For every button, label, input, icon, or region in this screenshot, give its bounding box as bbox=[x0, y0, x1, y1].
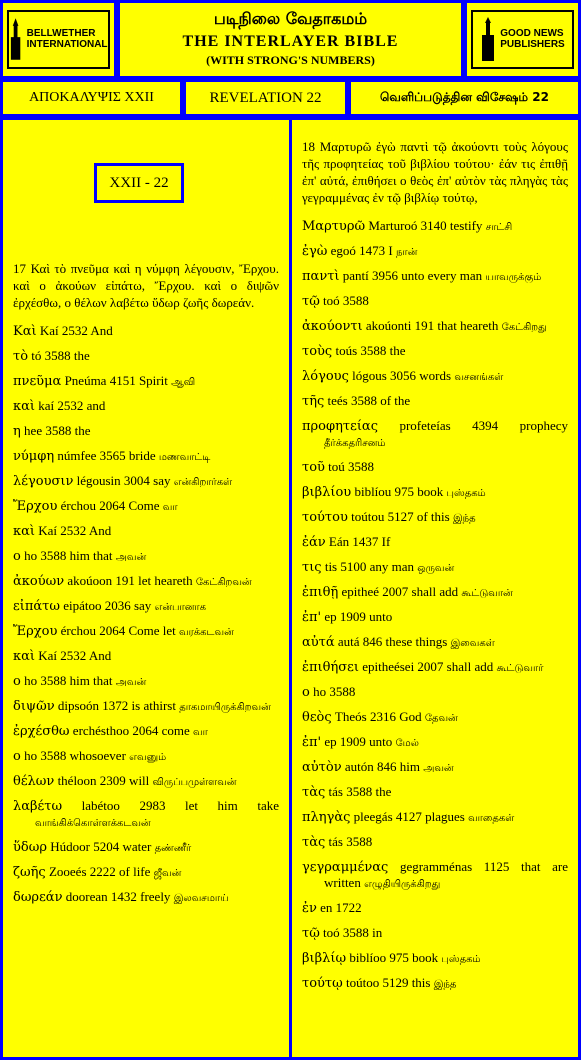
title-block bbox=[117, 0, 464, 79]
word-entry bbox=[13, 773, 279, 790]
greek-word: ἐρχέσθω bbox=[13, 724, 70, 739]
tamil-gloss: இந்த bbox=[452, 513, 476, 524]
greek-word: ὕδωρ bbox=[13, 840, 47, 855]
gloss-text: en 1722 bbox=[320, 900, 362, 915]
greek-word: ο bbox=[13, 749, 21, 764]
greek-word: τῷ bbox=[302, 294, 320, 309]
tamil-gloss: வரக்கடவன் bbox=[179, 627, 234, 638]
greek-book-label: ΑΠΟΚΑΛΥΨΙΣ XXII bbox=[0, 79, 183, 117]
gloss-text: pleegás 4127 plagues bbox=[353, 809, 465, 824]
word-entry bbox=[302, 975, 568, 992]
greek-word: ο bbox=[13, 674, 21, 689]
word-entry bbox=[302, 784, 568, 801]
gloss-text: biblíou 975 book bbox=[354, 484, 444, 499]
verse-18-text: 18 Μαρτυρῶ ἐγὼ παντὶ τῷ ἀκούοντι τοὺς λόγους τῆς προφητείας τοῦ βιβλίου τούτου· ἐάν τις ἐπιθῇ ἐπ' αὐτά, ἐπιθήσει ο θεὸς ἐπ' αὐτὸν τὰς πληγὰς τὰς γεγραμμένας ἐν τῷ βιβλίῳ τούτῳ, bbox=[302, 139, 568, 205]
greek-word: ἐπιθῇ bbox=[302, 585, 339, 600]
tamil-gloss: வாதைகள் bbox=[468, 813, 515, 824]
gloss-text: ho 3588 him that bbox=[24, 548, 113, 563]
word-entry bbox=[13, 523, 279, 540]
gloss-text: théloon 2309 will bbox=[57, 773, 150, 788]
word-entry bbox=[302, 834, 568, 851]
word-entry bbox=[13, 398, 279, 415]
word-entry bbox=[302, 950, 568, 967]
gloss-text: ep 1909 unto bbox=[324, 734, 393, 749]
greek-word: τῷ bbox=[302, 926, 320, 941]
greek-word: θέλων bbox=[13, 774, 55, 789]
word-entry bbox=[13, 498, 279, 515]
greek-word: πνεῦμα bbox=[13, 374, 62, 389]
word-entry bbox=[302, 243, 568, 260]
word-entry bbox=[302, 759, 568, 776]
tamil-gloss: எழுதியிருக்கிறது bbox=[364, 879, 441, 890]
greek-word: αὐτά bbox=[302, 635, 335, 650]
word-entry bbox=[13, 423, 279, 440]
greek-word: βιβλίῳ bbox=[302, 951, 347, 966]
tamil-gloss: புஸ்தகம் bbox=[441, 954, 481, 965]
greek-word: νύμφη bbox=[13, 449, 55, 464]
greek-word: θεὸς bbox=[302, 710, 332, 725]
gloss-text: labétoo 2983 let him take bbox=[81, 798, 279, 813]
good-news-logo bbox=[464, 0, 581, 79]
greek-word: τῆς bbox=[302, 394, 325, 409]
tamil-gloss: தேவன் bbox=[424, 713, 458, 724]
tamil-gloss: எவனும் bbox=[129, 752, 167, 763]
gloss-text: lógous 3056 words bbox=[352, 368, 452, 383]
gloss-text: toútou 5127 of this bbox=[351, 509, 450, 524]
word-entry bbox=[13, 673, 279, 690]
greek-word: ἐπ' bbox=[302, 610, 322, 625]
word-entry bbox=[302, 534, 568, 551]
gloss-text: Zooeés 2222 of life bbox=[48, 864, 151, 879]
word-entry bbox=[13, 748, 279, 765]
greek-word: γεγραμμένας bbox=[302, 860, 389, 875]
gloss-text: akoúoon 191 let heareth bbox=[67, 573, 193, 588]
greek-word: τὸ bbox=[13, 349, 29, 364]
tower-icon bbox=[9, 17, 22, 61]
gloss-text: Eán 1437 If bbox=[328, 534, 391, 549]
word-entry bbox=[302, 268, 568, 285]
greek-word: Ἔρχου bbox=[13, 624, 58, 639]
word-entry bbox=[302, 809, 568, 826]
gloss-text: tó 3588 the bbox=[31, 348, 90, 363]
greek-word: τοὺς bbox=[302, 344, 333, 359]
greek-word: ἀκούων bbox=[13, 574, 65, 589]
greek-word: τὰς bbox=[302, 785, 326, 800]
greek-word: τοῦ bbox=[302, 460, 325, 475]
tamil-gloss: கேட்கிறது bbox=[501, 322, 547, 333]
gloss-text: Kaí 2532 And bbox=[39, 323, 113, 338]
greek-word: Ἔρχου bbox=[13, 499, 58, 514]
gloss-text: dipsoón 1372 is athirst bbox=[57, 698, 176, 713]
word-entry bbox=[302, 925, 568, 942]
gloss-text: toó 3588 in bbox=[323, 925, 383, 940]
word-entry bbox=[302, 609, 568, 626]
greek-word: λαβέτω bbox=[13, 799, 63, 814]
gloss-text: eipátoo 2036 say bbox=[63, 598, 152, 613]
word-entry bbox=[302, 659, 568, 676]
tamil-gloss: மேல் bbox=[395, 738, 419, 749]
right-column bbox=[289, 117, 581, 1060]
tamil-gloss: அவன் bbox=[423, 763, 454, 774]
left-column bbox=[0, 117, 292, 1060]
greek-word: προφητείας bbox=[302, 419, 378, 434]
tamil-gloss: தாகமாயிருக்கிறவன் bbox=[179, 702, 271, 713]
greek-word: ἐπιθήσει bbox=[302, 660, 359, 675]
word-entry bbox=[13, 598, 279, 615]
gloss-text: érchou 2064 Come let bbox=[60, 623, 176, 638]
title-main: THE INTERLAYER BIBLE bbox=[182, 33, 399, 50]
word-entry bbox=[13, 348, 279, 365]
greek-word: Μαρτυρῶ bbox=[302, 219, 366, 234]
word-entry bbox=[13, 548, 279, 565]
gloss-text: biblíoo 975 book bbox=[349, 950, 439, 965]
greek-word: τὰς bbox=[302, 835, 326, 850]
gloss-text: toó 3588 bbox=[323, 293, 369, 308]
word-entry bbox=[302, 318, 568, 335]
gloss-text: toú 3588 bbox=[328, 459, 375, 474]
word-entry bbox=[302, 418, 568, 451]
tamil-gloss: நான் bbox=[395, 247, 418, 258]
gloss-text: gegramménas 1125 that are written bbox=[324, 859, 568, 890]
gloss-text: teés 3588 of the bbox=[327, 393, 411, 408]
gloss-text: Pneúma 4151 Spirit bbox=[64, 373, 168, 388]
gloss-text: númfee 3565 bride bbox=[57, 448, 156, 463]
greek-word: ο bbox=[302, 685, 310, 700]
gloss-text: tis 5100 any man bbox=[324, 559, 415, 574]
word-entry bbox=[302, 509, 568, 526]
greek-word: τις bbox=[302, 560, 322, 575]
verse-17-text: 17 Καὶ τὸ πνεῦμα καὶ η νύμφη λέγουσιν, Ἔρχου. καὶ ο ἀκούων εἰπάτω, Ἔρχου. καὶ ο διψῶν ἐρχέσθω, ο θέλων λαβέτω ὕδωρ ζωῆς δωρεάν. bbox=[13, 261, 279, 310]
tamil-gloss: மணவாட்டி bbox=[158, 452, 211, 463]
greek-word: βιβλίου bbox=[302, 485, 352, 500]
gloss-text: doorean 1432 freely bbox=[65, 889, 171, 904]
greek-word: ἐν bbox=[302, 901, 317, 916]
tamil-gloss: என்கிறார்கள் bbox=[173, 477, 233, 488]
tamil-gloss: கூட்டுவார் bbox=[496, 663, 544, 674]
gloss-text: ho 3588 whosoever bbox=[24, 748, 126, 763]
tamil-gloss: யாவருக்கும் bbox=[485, 272, 542, 283]
tamil-gloss: ஆவி bbox=[171, 377, 196, 388]
gloss-text: ho 3588 bbox=[313, 684, 356, 699]
greek-word: αὐτὸν bbox=[302, 760, 342, 775]
bellwether-logo bbox=[0, 0, 117, 79]
tamil-gloss: இந்த bbox=[433, 979, 457, 990]
word-entry bbox=[302, 459, 568, 476]
word-entry bbox=[13, 448, 279, 465]
tower-icon bbox=[480, 17, 496, 61]
greek-word: παντὶ bbox=[302, 269, 340, 284]
greek-word: Καὶ bbox=[13, 324, 37, 339]
word-entry bbox=[13, 889, 279, 906]
word-entry bbox=[13, 623, 279, 640]
gloss-text: erchésthoo 2064 come bbox=[72, 723, 190, 738]
gloss-text: toús 3588 the bbox=[335, 343, 406, 358]
greek-word: ἐγὼ bbox=[302, 244, 328, 259]
word-entry bbox=[302, 368, 568, 385]
gloss-text: Kaí 2532 And bbox=[38, 648, 112, 663]
gloss-text: Marturoó 3140 testify bbox=[368, 218, 483, 233]
tamil-gloss: வசனங்கள் bbox=[454, 372, 504, 383]
greek-word: τούτῳ bbox=[302, 976, 343, 991]
tamil-gloss: கேட்கிறவன் bbox=[195, 577, 252, 588]
word-entry bbox=[302, 218, 568, 235]
greek-word: τούτου bbox=[302, 510, 348, 525]
greek-word: ἐπ' bbox=[302, 735, 322, 750]
bellwether-logo-text: BELLWETHER INTERNATIONAL bbox=[26, 28, 108, 51]
gloss-text: ep 1909 unto bbox=[324, 609, 393, 624]
gloss-text: egoó 1473 I bbox=[330, 243, 393, 258]
greek-word: δωρεάν bbox=[13, 890, 63, 905]
word-entry bbox=[302, 684, 568, 701]
gloss-text: Theós 2316 God bbox=[334, 709, 422, 724]
word-entry bbox=[302, 859, 568, 892]
gloss-text: epitheései 2007 shall add bbox=[362, 659, 494, 674]
gloss-text: akoúonti 191 that heareth bbox=[365, 318, 499, 333]
word-entry bbox=[13, 839, 279, 856]
tamil-gloss: இலவசமாய் bbox=[173, 893, 229, 904]
greek-word: ζωῆς bbox=[13, 865, 46, 880]
word-entry bbox=[302, 559, 568, 576]
word-entry bbox=[13, 723, 279, 740]
tamil-gloss: தண்ணீர் bbox=[154, 843, 192, 854]
gloss-text: Húdoor 5204 water bbox=[50, 839, 152, 854]
word-entry bbox=[13, 473, 279, 490]
tamil-gloss: அவன் bbox=[115, 677, 147, 688]
gloss-text: légousin 3004 say bbox=[76, 473, 171, 488]
greek-word: πληγὰς bbox=[302, 810, 351, 825]
tamil-gloss: என்பானாக bbox=[154, 602, 207, 613]
gloss-text: érchou 2064 Come bbox=[60, 498, 160, 513]
word-entry bbox=[302, 584, 568, 601]
word-entry bbox=[13, 373, 279, 390]
title-tamil: படிநிலை வேதாகமம் bbox=[213, 9, 368, 28]
tamil-gloss: இவைகள் bbox=[450, 638, 495, 649]
gloss-text: autón 846 him bbox=[344, 759, 420, 774]
greek-word: η bbox=[13, 424, 21, 439]
tamil-book-label: வெளிப்படுத்தின விசேஷம் 22 bbox=[348, 79, 581, 117]
greek-word: διψῶν bbox=[13, 699, 55, 714]
right-word-list bbox=[302, 218, 568, 992]
greek-word: καὶ bbox=[13, 524, 36, 539]
word-entry bbox=[13, 864, 279, 881]
greek-word: ο bbox=[13, 549, 21, 564]
gloss-text: epitheé 2007 shall add bbox=[341, 584, 459, 599]
word-entry bbox=[13, 648, 279, 665]
gloss-text: toútoo 5129 this bbox=[345, 975, 431, 990]
gloss-text: tás 3588 the bbox=[328, 784, 392, 799]
tamil-gloss: தீர்க்கதரிசனம் bbox=[324, 438, 386, 449]
greek-word: καὶ bbox=[13, 399, 36, 414]
greek-word: καὶ bbox=[13, 649, 36, 664]
gloss-text: pantí 3956 unto every man bbox=[342, 268, 483, 283]
tamil-gloss: புஸ்தகம் bbox=[446, 488, 486, 499]
tamil-gloss: கூட்டுவான் bbox=[461, 588, 513, 599]
tamil-gloss: ஜீவன் bbox=[153, 868, 182, 879]
greek-word: ἀκούοντι bbox=[302, 319, 363, 334]
greek-word: ἐάν bbox=[302, 535, 326, 550]
gloss-text: Kaí 2532 And bbox=[38, 523, 112, 538]
tamil-gloss: ஒருவன் bbox=[417, 563, 455, 574]
tamil-gloss: விருப்பமுள்ளவன் bbox=[152, 777, 237, 788]
word-entry bbox=[302, 634, 568, 651]
gloss-text: profeteías 4394 prophecy bbox=[399, 418, 569, 433]
greek-word: λέγουσιν bbox=[13, 474, 74, 489]
gloss-text: ho 3588 him that bbox=[24, 673, 113, 688]
tamil-gloss: வாங்கிக்கொள்ளக்கடவன் bbox=[35, 818, 151, 829]
word-entry bbox=[302, 293, 568, 310]
word-entry bbox=[302, 343, 568, 360]
greek-word: εἰπάτω bbox=[13, 599, 60, 614]
left-word-list bbox=[13, 323, 279, 906]
chapter-box: XXII - 22 bbox=[94, 163, 184, 203]
word-entry bbox=[302, 484, 568, 501]
word-entry bbox=[302, 900, 568, 917]
word-entry bbox=[302, 734, 568, 751]
word-entry bbox=[13, 573, 279, 590]
gloss-text: kaí 2532 and bbox=[38, 398, 106, 413]
word-entry bbox=[302, 709, 568, 726]
title-sub: (WITH STRONG'S NUMBERS) bbox=[206, 53, 375, 67]
tamil-gloss: வா bbox=[162, 502, 178, 513]
word-entry bbox=[13, 698, 279, 715]
gloss-text: hee 3588 the bbox=[24, 423, 91, 438]
tamil-gloss: சாட்சி bbox=[485, 222, 513, 233]
tamil-gloss: வா bbox=[193, 727, 208, 738]
word-entry bbox=[13, 798, 279, 831]
english-book-label: REVELATION 22 bbox=[183, 79, 348, 117]
word-entry bbox=[302, 393, 568, 410]
good-news-logo-text: GOOD NEWS PUBLISHERS bbox=[500, 28, 565, 51]
greek-word: λόγους bbox=[302, 369, 349, 384]
gloss-text: autá 846 these things bbox=[337, 634, 448, 649]
gloss-text: tás 3588 bbox=[328, 834, 373, 849]
word-entry bbox=[13, 323, 279, 340]
tamil-gloss: அவன் bbox=[115, 552, 147, 563]
